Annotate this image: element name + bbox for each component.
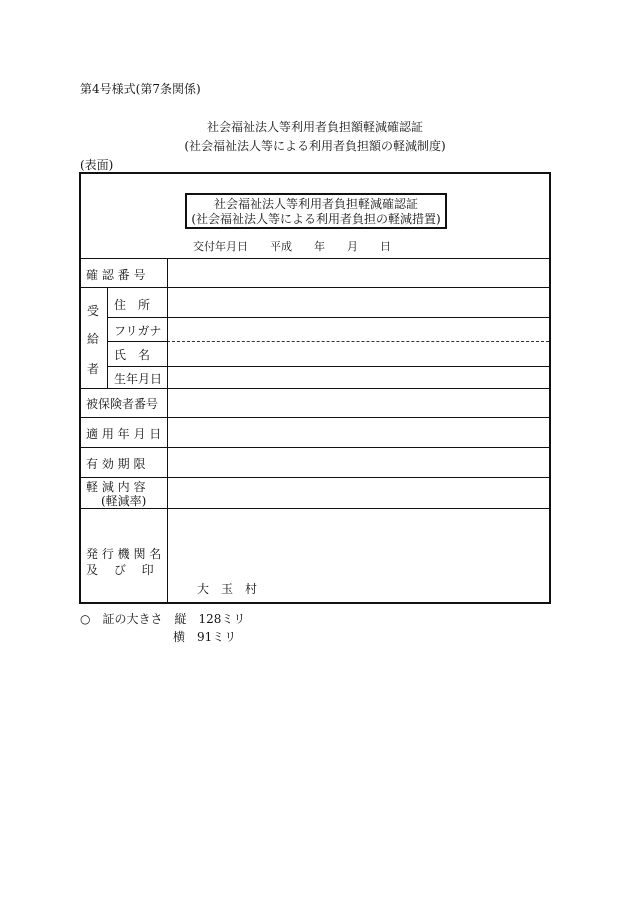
- row-divider: [81, 287, 549, 288]
- label-column-divider: [167, 258, 168, 602]
- row-divider: [107, 317, 549, 318]
- row-divider: [81, 417, 549, 418]
- form-number: 第4号様式(第7条関係): [80, 82, 201, 96]
- insured-number-label: 被保険者番号: [86, 397, 159, 411]
- birthdate-label: 生年月日: [114, 372, 163, 386]
- row-divider: [81, 447, 549, 448]
- document-subtitle: (社会福祉法人等による利用者負担額の軽減制度): [184, 139, 446, 153]
- issuer-label-1: 発 行 機 関 名: [86, 547, 162, 561]
- row-divider: [81, 258, 549, 259]
- name-label: 氏 名: [114, 348, 151, 362]
- row-divider: [81, 388, 549, 389]
- recipient-char-2: 給: [87, 332, 100, 346]
- recipient-char-3: 者: [87, 362, 100, 376]
- row-divider: [107, 366, 549, 367]
- side-label: (表面): [80, 158, 114, 172]
- reduction-content-label: 軽 減 内 容: [86, 480, 146, 494]
- certificate-card: [79, 172, 551, 604]
- address-label: 住 所: [114, 298, 151, 312]
- issue-date: 交付年月日 平成 年 月 日: [193, 240, 391, 253]
- confirmation-number-label: 確 認 番 号: [86, 268, 146, 282]
- document-title: 社会福祉法人等利用者負担額軽減確認証: [206, 120, 423, 134]
- recipient-group-divider: [107, 287, 108, 388]
- furigana-label: フリガナ: [114, 324, 162, 338]
- reduction-rate-label: (軽減率): [101, 494, 147, 508]
- valid-until-label: 有 効 期 限: [86, 457, 146, 471]
- size-note: ○ 証の大きさ 縦 128ミリ: [80, 612, 246, 626]
- card-subtitle: (社会福祉法人等による利用者負担の軽減措置): [191, 212, 441, 226]
- applicable-date-label: 適 用 年 月 日: [86, 427, 162, 441]
- size-note-width: 横 91ミリ: [173, 630, 237, 644]
- furigana-dashed-divider: [167, 341, 549, 342]
- issuer-value: 大 玉 村: [197, 582, 258, 596]
- card-title: 社会福祉法人等利用者負担軽減確認証: [213, 197, 418, 211]
- recipient-char-1: 受: [87, 304, 100, 318]
- row-divider: [107, 341, 167, 342]
- row-divider: [81, 477, 549, 478]
- card-title-box: [185, 193, 447, 229]
- issuer-label-2: 及 び 印: [86, 563, 154, 577]
- row-divider: [81, 508, 549, 509]
